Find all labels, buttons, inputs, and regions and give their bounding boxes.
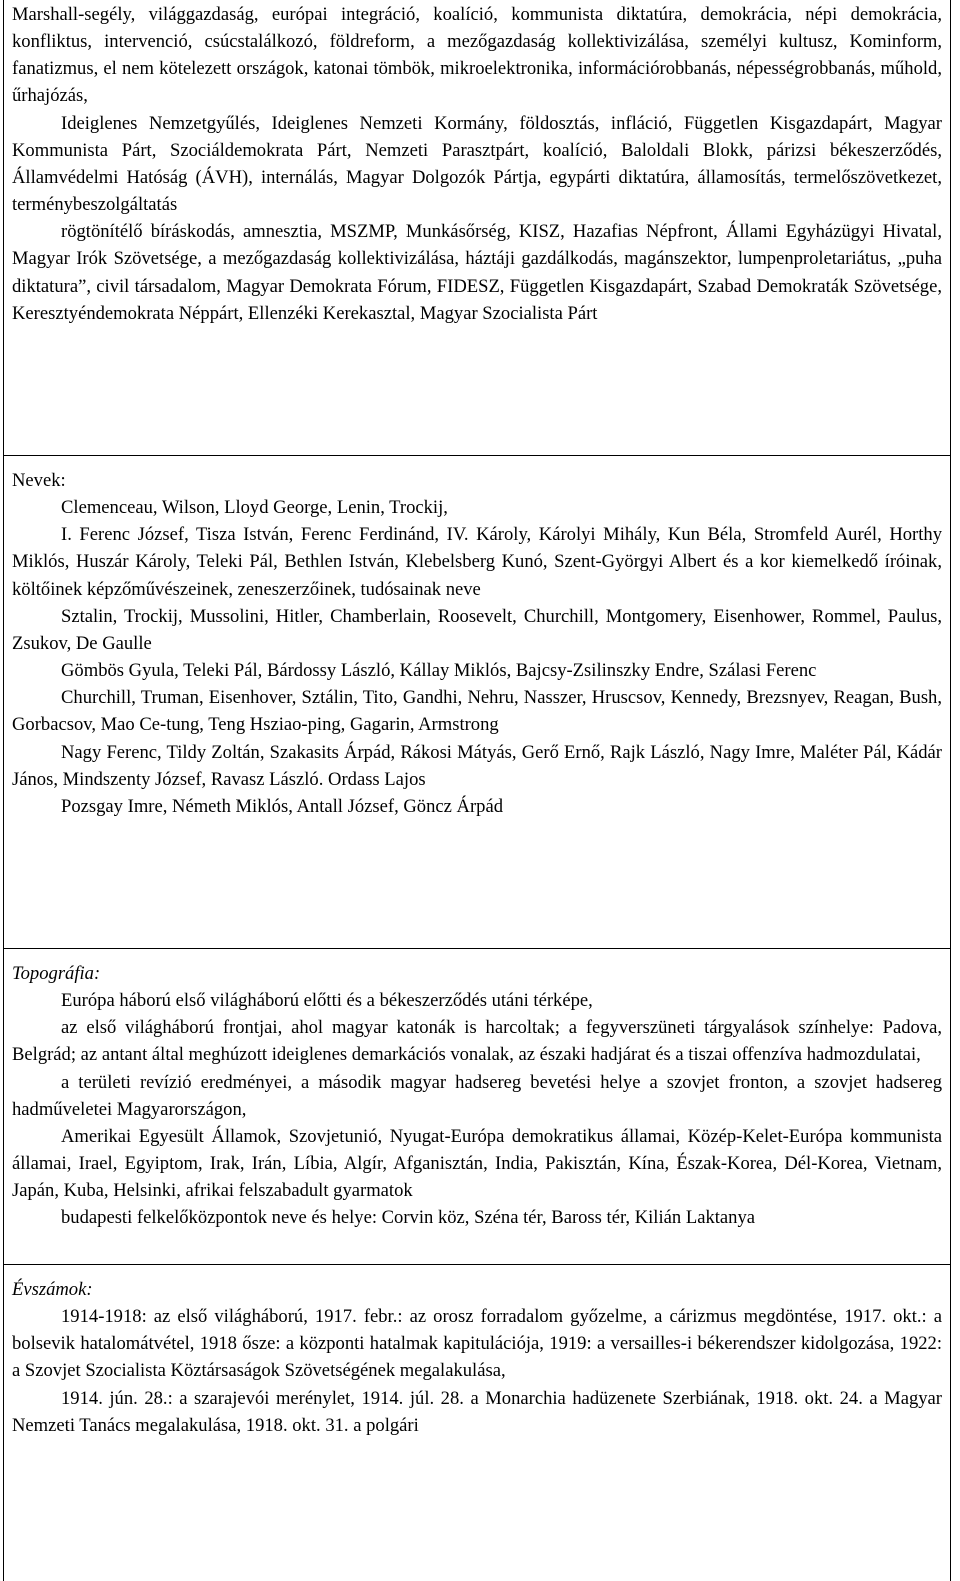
topography-section bbox=[3, 948, 951, 1232]
topography-paragraph-5: budapesti felkelőközpontok neve és helye: Corvin köz, Széna tér, Baross tér, Kilián Laktanya bbox=[61, 1207, 756, 1229]
names-paragraph-5: Churchill, Truman, Eisenhover, Sztálin, Tito, Gandhi, Nehru, Nasszer, Hruscsov, Kennedy, Brezsnyev, Reagan, Bush, Gorbacsov, Mao Ce-tung, Teng Hsziao-ping, Gagarin, Armstrong bbox=[12, 687, 942, 736]
names-paragraph-3: Sztalin, Trockij, Mussolini, Hitler, Chamberlain, Roosevelt, Churchill, Montgomery, Eisenhower, Rommel, Paulus, Zsukov, De Gaulle bbox=[12, 605, 942, 654]
dates-paragraph-2: 1914. jún. 28.: a szarajevói merénylet, 1914. júl. 28. a Monarchia hadüzenete Szerbiának, 1918. okt. 24. a Magyar Nemzeti Tanács megalakulása, 1918. okt. 31. a polgári bbox=[12, 1387, 942, 1436]
names-paragraph-6: Nagy Ferenc, Tildy Zoltán, Szakasits Árpád, Rákosi Mátyás, Gerő Ernő, Rajk László, Nagy Imre, Maléter Pál, Kádár János, Mindszenty József, Ravasz László. Ordass Lajos bbox=[12, 741, 942, 790]
topography-paragraph-4: Amerikai Egyesült Államok, Szovjetunió, Nyugat-Európa demokratikus államai, Közép-Kelet-Európa kommunista államai, Irael, Egyiptom, Irak, Irán, Líbia, Algír, Afganisztán, India, Pakisztán, Kína, Észak-Korea, Dél-Korea, Vietnam, Japán, Kuba, Helsinki, afrikai felszabadult gyarmatok bbox=[12, 1125, 942, 1202]
dates-paragraph-1: 1914-1918: az első világháború, 1917. febr.: az orosz forradalom győzelme, a cárizmus megdöntése, 1917. okt.: a bolsevik hatalomátvétel, 1918 ősze: a központi hatalmak kapitulációja, 1919: a versailles-i békerendszer kidolgozása, 1922: a Szovjet Szocialista Köztársaságok Szövetségének megalakulása, bbox=[12, 1306, 942, 1382]
topography-paragraph-3: a területi revízió eredményei, a második magyar hadsereg bevetési helye a szovjet fronton, a szovjet hadsereg hadműveletei Magyarországon, bbox=[12, 1071, 942, 1120]
names-paragraph-1: Clemenceau, Wilson, Lloyd George, Lenin, Trockij, bbox=[61, 497, 448, 519]
dates-heading: Évszámok: bbox=[12, 1279, 93, 1300]
concepts-paragraph-2: Ideiglenes Nemzetgyűlés, Ideiglenes Nemzeti Kormány, földosztás, infláció, Független Kisgazdapárt, Magyar Kommunista Párt, Szociáldemokrata Párt, Nemzeti Parasztpárt, koalíció, Baloldali Blokk, párizsi békeszerződés, Államvédelmi Hatóság (ÁVH), internálás, Magyar Dolgozók Pártja, egypárti diktatúra, államosítás, termelőszövetkezet, terménybeszolgáltatás bbox=[12, 112, 942, 216]
dates-section bbox=[3, 1264, 951, 1439]
concepts-paragraph-3: rögtönítélő bíráskodás, amnesztia, MSZMP, Munkásőrség, KISZ, Hazafias Népfront, Állami Egyházügyi Hivatal, Magyar Irók Szövetsége, a mezőgazdaság kollektivizálása, háztáji gazdálkodás, magánszektor, lumpenproletariátus, „puha diktatura”, civil társadalom, Magyar Demokrata Fórum, FIDESZ, Független Kisgazdapárt, Szabad Demokraták Szövetsége, Keresztyéndemokrata Néppárt, Ellenzéki Kerekasztal, Magyar Szocialista Párt bbox=[12, 221, 942, 324]
names-heading: Nevek: bbox=[12, 470, 66, 491]
names-section bbox=[3, 455, 951, 820]
topography-heading: Topográfia: bbox=[12, 963, 101, 984]
names-paragraph-4: Gömbös Gyula, Teleki Pál, Bárdossy László, Kállay Miklós, Bajcsy-Zsilinszky Endre, Szálasi Ferenc bbox=[61, 660, 817, 682]
concepts-paragraph-1: Marshall-segély, világgazdaság, európai integráció, koalíció, kommunista diktatúra, demokrácia, népi demokrácia, konfliktus, intervenció, csúcstalálkozó, földreform, a mezőgazdaság kollektivizálása, személyi kultusz, Kominform, fanatizmus, el nem kötelezett országok, katonai tömbök, mikroelektronika, információrobbanás, népességrobbanás, műhold, űrhajózás, bbox=[12, 4, 942, 107]
topography-paragraph-2: az első világháború frontjai, ahol magyar katonák is harcoltak; a fegyverszüneti tárgyalások színhelye: Padova, Belgrád; az antant által meghúzott ideiglenes demarkációs vonalak, az északi hadjárat és a tiszai offenzíva hadmozdulatai, bbox=[12, 1017, 942, 1066]
names-paragraph-2: I. Ferenc József, Tisza István, Ferenc Ferdinánd, IV. Károly, Károlyi Mihály, Kun Béla, Stromfeld Aurél, Horthy Miklós, Huszár Károly, Teleki Pál, Bethlen István, Klebelsberg Kunó, Szent-Györgyi Albert és a kor kiemelkedő íróinak, költőinek képzőművészeinek, zeneszerzőinek, tudósainak neve bbox=[12, 524, 942, 600]
topography-paragraph-1: Európa háború első világháború előtti és a békeszerződés utáni térképe, bbox=[61, 990, 593, 1012]
names-paragraph-7: Pozsgay Imre, Németh Miklós, Antall József, Göncz Árpád bbox=[61, 795, 504, 817]
